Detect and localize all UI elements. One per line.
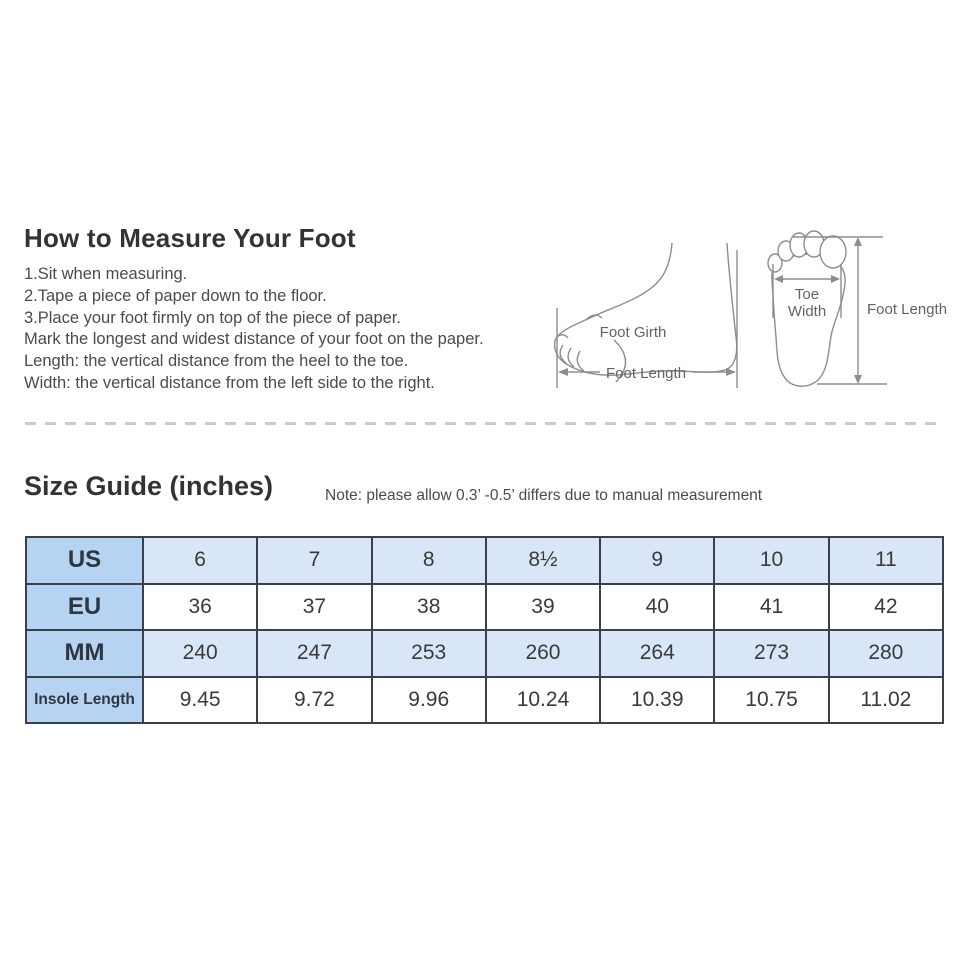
howto-title: How to Measure Your Foot [24, 223, 356, 253]
instruction-line-1: 1.Sit when measuring. [24, 265, 188, 283]
size-table [25, 536, 944, 724]
table-cell-insole-1: 9.45 [143, 677, 257, 724]
instruction-line-2: 2.Tape a piece of paper down to the floor. [24, 286, 327, 305]
toe-big [820, 236, 846, 268]
side-foot-outline [555, 243, 737, 375]
table-row-eu [26, 584, 943, 631]
table-cell-us-3: 8 [372, 537, 486, 584]
table-cell-insole-2: 9.72 [257, 677, 371, 724]
table-cell-us-7: 11 [829, 537, 943, 584]
toe-width-label-line2: Width [787, 303, 827, 320]
vertical-arrowhead-top-icon [854, 237, 862, 246]
table-cell-eu-1: 36 [143, 584, 257, 631]
table-row-us [26, 537, 943, 584]
vertical-arrowhead-bottom-icon [854, 375, 862, 384]
table-cell-eu-5: 40 [600, 584, 714, 631]
instruction-line-3: 3.Place your foot firmly on top of the piece of paper. [24, 308, 401, 327]
toe-detail-lines [557, 335, 584, 371]
row-header-insole-length: Insole Length [26, 677, 143, 724]
table-cell-us-2: 7 [257, 537, 371, 584]
row-header-mm: MM [26, 630, 143, 677]
instruction-line-4: Mark the longest and widest distance of your foot on the paper. [24, 330, 484, 349]
table-row-insole [26, 677, 943, 724]
table-cell-mm-3: 253 [372, 630, 486, 677]
dashed-divider [25, 422, 945, 425]
table-cell-us-4: 8½ [486, 537, 600, 584]
toe-width-label-line1: Toe [794, 286, 820, 303]
table-cell-eu-6: 41 [714, 584, 828, 631]
table-cell-mm-2: 247 [257, 630, 371, 677]
table-cell-us-1: 6 [143, 537, 257, 584]
instruction-line-5: Length: the vertical distance from the heel to the toe. [24, 352, 409, 371]
table-cell-mm-4: 260 [486, 630, 600, 677]
foot-diagrams-svg [540, 220, 950, 400]
footprint-outline [772, 254, 845, 386]
size-guide-note: Note: please allow 0.3’ -0.5’ differs due to manual measurement [325, 487, 763, 504]
table-cell-eu-7: 42 [829, 584, 943, 631]
table-cell-insole-6: 10.75 [714, 677, 828, 724]
table-row-mm [26, 630, 943, 677]
table-cell-eu-2: 37 [257, 584, 371, 631]
how-to-measure-section [24, 223, 529, 395]
table-cell-us-5: 9 [600, 537, 714, 584]
row-header-eu: EU [26, 584, 143, 631]
table-cell-us-6: 10 [714, 537, 828, 584]
side-foot-diagram [555, 243, 737, 388]
table-cell-mm-5: 264 [600, 630, 714, 677]
table-cell-eu-3: 38 [372, 584, 486, 631]
foot-length-top-label: Foot Length [867, 301, 948, 318]
table-cell-mm-6: 273 [714, 630, 828, 677]
instruction-line-6: Width: the vertical distance from the left side to the right. [24, 373, 435, 392]
row-header-us: US [26, 537, 143, 584]
arrowhead-left-icon [558, 368, 568, 376]
table-cell-insole-7: 11.02 [829, 677, 943, 724]
table-cell-eu-4: 39 [486, 584, 600, 631]
footprint-diagram [768, 231, 947, 386]
table-cell-insole-3: 9.96 [372, 677, 486, 724]
table-cell-mm-1: 240 [143, 630, 257, 677]
size-guide-title: Size Guide (inches) [24, 471, 274, 501]
table-cell-mm-7: 280 [829, 630, 943, 677]
arrowhead-right-icon [726, 368, 736, 376]
table-cell-insole-5: 10.39 [600, 677, 714, 724]
foot-girth-label: Foot Girth [599, 324, 667, 341]
table-cell-insole-4: 10.24 [486, 677, 600, 724]
foot-diagrams [540, 220, 950, 400]
foot-length-side-label: Foot Length [605, 365, 687, 382]
